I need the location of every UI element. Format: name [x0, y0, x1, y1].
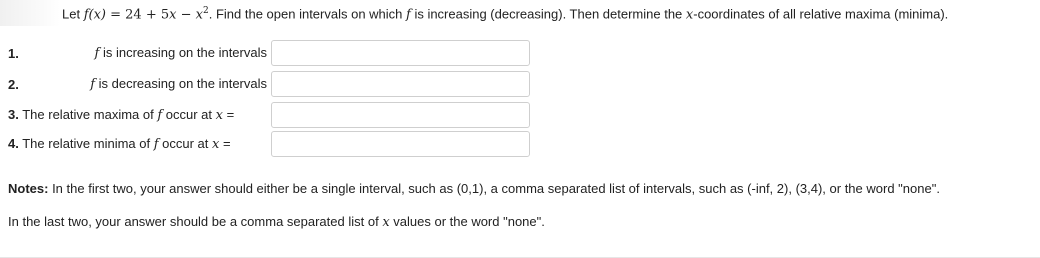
item-f: f	[90, 77, 96, 92]
answer-row-1	[0, 40, 540, 66]
item-text: The relative maxima of	[22, 107, 158, 122]
item-label	[8, 136, 231, 152]
relative-maxima-input[interactable]	[271, 102, 530, 128]
question-text	[62, 6, 948, 22]
item-number: 4.	[8, 136, 19, 151]
item-label	[95, 45, 267, 61]
item-number: 1.	[8, 46, 19, 61]
function-exponent: 2	[203, 6, 209, 16]
function-var-squared: x	[195, 7, 203, 23]
notes-label: Notes:	[8, 181, 49, 196]
item-x: x	[215, 108, 223, 123]
notes-x: x	[382, 215, 390, 230]
increasing-intervals-input[interactable]	[271, 40, 530, 66]
item-text: The relative minima of	[22, 136, 154, 151]
question-text-1: . Find the open intervals on which	[208, 6, 407, 22]
item-f: f	[94, 46, 100, 61]
item-text: is increasing on the intervals	[99, 45, 267, 60]
question-let: Let	[62, 6, 81, 22]
notes-text-2: In the last two, your answer should be a comma separated list of	[8, 214, 383, 229]
question-text-2: is increasing (decreasing). Then determine the	[410, 6, 686, 22]
function-minus: −	[176, 7, 196, 23]
item-text-post: occur at	[158, 136, 213, 151]
answer-row-4	[0, 131, 540, 157]
answer-row-2	[0, 71, 540, 97]
function-expression: = 24 + 5	[106, 7, 170, 23]
corner-shade	[0, 0, 60, 26]
function-var: x	[169, 7, 177, 23]
item-equals: =	[222, 107, 235, 122]
question-x: x	[685, 7, 694, 23]
item-label	[8, 107, 234, 123]
question-text-3: -coordinates of all relative maxima (minima).	[693, 6, 949, 22]
item-text-post: occur at	[162, 107, 216, 122]
item-number: 2.	[8, 77, 19, 92]
notes-text-1: In the first two, your answer should either be a single interval, such as (0,1), a comma separated list of intervals, such as (-inf, 2), (3,4), or the word "none".	[48, 181, 940, 196]
function-name: f(x)	[83, 7, 106, 23]
item-f: f	[157, 108, 163, 123]
answer-row-3	[0, 102, 540, 128]
item-equals: =	[219, 136, 231, 151]
decreasing-intervals-input[interactable]	[271, 71, 530, 97]
item-text: is decreasing on the intervals	[95, 76, 267, 91]
notes-line-2	[8, 214, 545, 230]
notes-line-1	[8, 181, 940, 196]
relative-minima-input[interactable]	[271, 131, 530, 157]
notes-text-3: values or the word "none".	[389, 214, 545, 229]
item-label	[90, 76, 267, 92]
item-number: 3.	[8, 107, 19, 122]
item-f: f	[153, 137, 159, 152]
question-f: f	[406, 7, 411, 23]
item-x: x	[212, 137, 220, 152]
